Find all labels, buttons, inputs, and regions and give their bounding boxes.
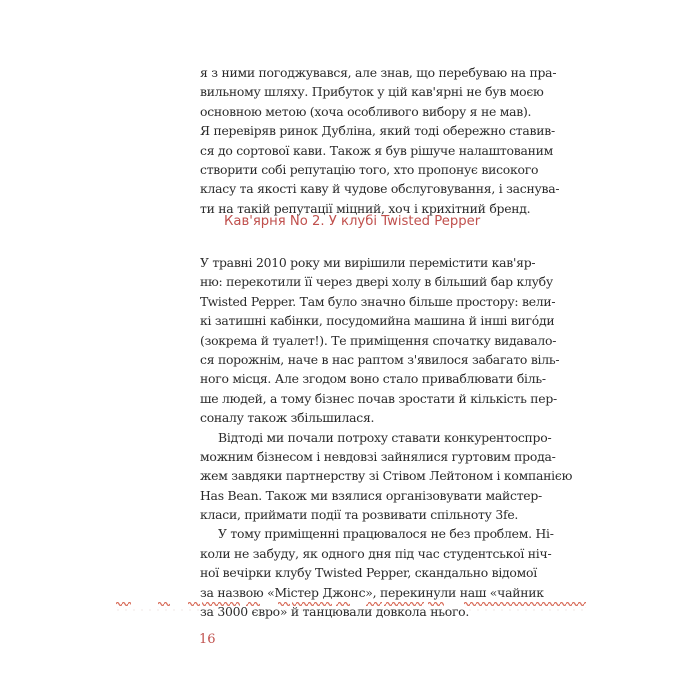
text-line: основною метою (хоча особливого вибору я не мав). [200,103,532,119]
text-line: (зокрема й туалет!). Те приміщення спочатку видавало- [200,332,557,348]
text-line: за назвою «Містер Джонс», перекинули наш «чайник [200,584,544,600]
wavy-border-ornament [116,600,586,616]
text-line: У тому приміщенні працювалося не без проблем. Ні- [218,526,554,542]
text-line: У травні 2010 року ми вирішили перемістити кав'яр- [200,255,536,270]
text-line: ся до сортової кави. Також я був рішуче налаштованим [200,142,553,158]
text-line: ню: перекотили її через двері холу в більший бар клубу [200,274,553,290]
text-line: ше людей, а тому бізнес почав зростати й кількість пер- [200,390,557,406]
text-line: вильному шляху. Прибуток у цій кав'ярні не був моєю [200,84,544,100]
text-line: я з ними погоджувався, але знав, що перебуваю на пра- [200,65,557,80]
text-line: класу та якості каву й чудове обслуговування, і заснува- [200,181,560,197]
text-line: Twisted Pepper. Там було значно більше простору: вели- [200,293,556,309]
text-line: кі затишні кабінки, посудомийна машина й інші вигóди [200,313,555,329]
text-line: Has Bean. Також ми взялися організовувати майстер- [200,487,542,503]
page-number: 16 [199,632,216,647]
text-line: створити собі репутацію того, хто пропонує високого [200,161,539,177]
text-line: ної вечірки клубу Twisted Pepper, скандально відомої [200,565,537,581]
text-line: жем завдяки партнерству зі Стівом Лейтоном і компанією [200,468,573,484]
text-line: коли не забуду, як одного дня під час студентської ніч- [200,545,552,561]
section-heading: Кав'ярня No 2. У клубі Twisted Pepper [224,214,481,229]
text-line: ного місця. Але згодом воно стало приваблювати біль- [200,371,546,387]
text-line: Я перевіряв ринок Дубліна, який тоді обережно ставив- [200,123,555,139]
text-line: ти на такій репутації міцний, хоч і крихітний бренд. [200,200,531,216]
section-body [200,253,573,621]
text-line: класи, приймати події та розвивати спільноту 3fe. [200,507,519,523]
paragraph-continuation [200,63,560,218]
text-line: можним бізнесом і невдовзі зайнялися гуртовим прода- [200,448,556,464]
text-line: соналу також збільшилася. [200,410,375,426]
text-line: ся порожнім, наче в нас раптом з'явилося забагато віль- [200,351,560,367]
text-line: Відтоді ми почали потроху ставати конкурентоспро- [218,429,552,445]
